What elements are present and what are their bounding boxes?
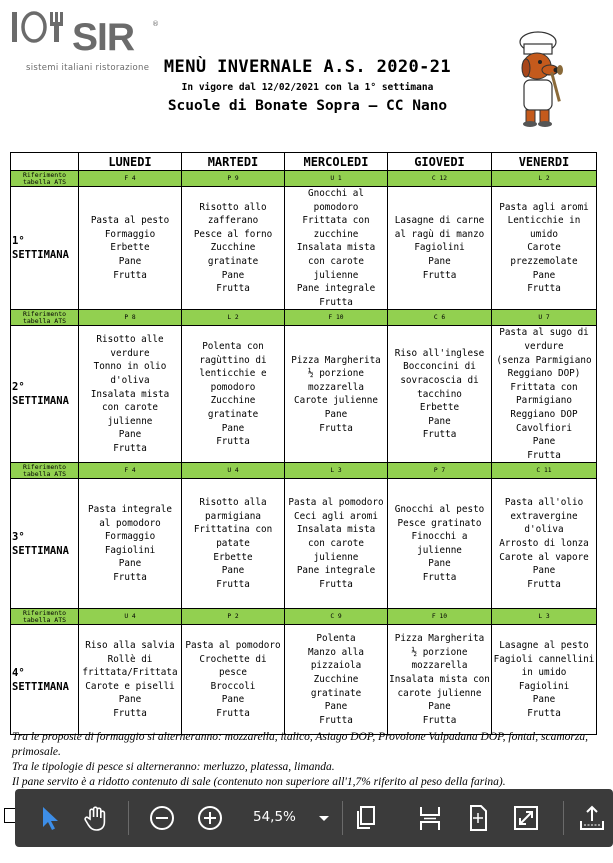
dish-item: Fagiolini [414,242,465,254]
dish-item: Riso all'inglese [394,347,485,359]
day-menu-cell [388,326,492,463]
ats-code: U 4 [79,609,182,625]
dish-item: Frittata con zucchine [302,215,370,240]
footer-bread-note: Il pane servito è a ridotto contenuto di sale (contenuto non superiore all'1,7% riferito al peso della farina). [12,776,506,788]
toolbar-separator [342,801,343,835]
dish-item: Formaggio [104,531,156,543]
menu-table [10,152,597,735]
day-menu-cell [492,326,597,463]
day-header: MARTEDI [182,153,285,171]
ats-code: P 8 [79,310,182,326]
dish-item: Risotto alla parmigiana [199,497,267,522]
dish-item: Frutta [319,578,353,590]
ats-code: P 7 [388,463,492,479]
ats-code: P 9 [182,171,285,187]
dish-item: Frutta [527,449,561,461]
day-header: MERCOLEDI [285,153,388,171]
ats-code: F 4 [79,171,182,187]
dish-item: Pesce al forno [193,228,273,240]
dish-item: Bocconcini di sovracoscia di tacchino [400,361,479,400]
toolbar-separator [128,801,129,835]
dish-item: Insalata mista con carote julienne [296,242,376,281]
ats-code: C 11 [492,463,597,479]
dish-item: Risotto allo zafferano [199,201,267,227]
day-menu-cell [285,326,388,463]
dish-item: Pasta agli aromi [499,201,589,213]
ats-reference-label: Riferimento tabella ATS [11,171,79,187]
ats-reference-label: Riferimento tabella ATS [11,609,79,625]
dish-item: Zucchine gratinate [310,674,362,699]
dish-item: Insalata mista con carote julienne [296,524,376,563]
week-label: 3° SETTIMANA [11,479,79,609]
dish-item: Pane integrale [296,283,376,295]
footer-cheese-note: Tra le proposte di formaggio si alterneranno: mozzarella, italico, Asiago DOP, Provolone Valpadana DOP, fontal, scamorza, primosale. [12,731,588,758]
day-menu-cell [79,326,182,463]
dish-item: Finocchi a julienne [411,531,468,556]
footer-notes [12,730,607,790]
ats-code: F 10 [285,310,388,326]
chef-dog-icon [510,30,570,130]
dish-item: Pasta al pomodoro [185,640,281,652]
day-menu-cell [388,625,492,735]
ats-code: U 7 [492,310,597,326]
week-dishes-row [11,187,597,310]
day-menu-cell [285,479,388,609]
dish-item: Frutta [527,708,561,720]
day-menu-cell [388,187,492,310]
day-menu-cell [492,479,597,609]
ats-code: L 2 [492,171,597,187]
dish-item: Erbette [419,402,460,414]
dish-item: ½ porzione mozzarella [411,646,468,672]
dish-item: Frutta [422,429,457,441]
logo-tagline: sistemi italiani ristorazione [26,63,150,73]
page-title: MENÙ INVERNALE A.S. 2020-21 [163,57,452,77]
dish-item: Fagioli cannellini in umido [493,653,595,679]
dish-item: Frutta [422,572,457,584]
dish-item: Pasta al sugo di verdure [499,327,589,352]
school-name: Scuole di Bonate Sopra – CC Nano [167,98,448,114]
share-export-icon[interactable] [577,803,607,833]
dish-item: Frutta [216,578,250,590]
ats-code: U 1 [285,171,388,187]
day-header-row [11,153,597,171]
dish-item: Erbette [110,242,150,254]
day-menu-cell [285,187,388,310]
dish-item: Cavolfiori [516,422,572,434]
dish-item: Frutta [422,269,457,281]
dish-item: Lasagne di carne al ragù di manzo [394,215,485,240]
corner-cell [11,153,79,171]
ats-code: C 9 [285,609,388,625]
week-label: 4° SETTIMANA [11,625,79,735]
dish-item: Pasta al pomodoro [288,497,384,509]
week-dishes-row [11,479,597,609]
dish-item: Pane [532,565,556,577]
ats-code: C 12 [388,171,492,187]
dish-item: Pizza Margherita [394,633,485,645]
day-menu-cell [79,479,182,609]
day-menu-cell [182,479,285,609]
dish-item: Frutta [319,296,353,308]
ats-code: C 6 [388,310,492,326]
dish-item: ½ porzione mozzarella [308,368,364,393]
day-menu-cell [492,187,597,310]
fit-width-icon[interactable] [415,803,445,833]
dish-item: Frutta [113,572,147,584]
ats-code: L 3 [285,463,388,479]
dish-item: Pane [532,269,556,281]
dish-item: Carote prezzemolate [510,242,578,267]
dish-item: Pane [118,694,142,706]
dish-item: Frutta [527,283,561,295]
dish-item: Frutta [113,442,147,454]
dish-item: Formaggio [104,228,156,240]
dish-item: Zucchine gratinate [207,395,259,420]
dish-item: Fagiolini [104,544,156,556]
dish-item: Pasta all'olio extravergine d'oliva [504,497,584,536]
dish-item: Pane integrale [296,565,376,577]
sir-logo [12,10,159,73]
dish-item: Polenta con ragùttino di lenticchie e pomodoro [199,340,267,393]
dish-item: Pane [221,694,245,706]
dish-item: Carote julienne [294,395,378,407]
dish-item: Lenticchie in umido [507,215,581,240]
dish-item: Gnocchi al pomodoro [308,188,364,213]
ats-reference-row [11,171,597,187]
dish-item: Carote e piselli [85,680,175,692]
week-dishes-row [11,625,597,735]
dish-item: Frutta [319,422,353,434]
day-menu-cell [79,625,182,735]
dish-item: Lasagne al pesto [499,640,589,652]
dish-item: Pane [428,415,451,427]
dish-item: Pasta integrale al pomodoro [88,504,172,529]
dish-item: Pane [221,565,245,577]
zoom-level[interactable]: 54,5% [253,809,296,825]
toolbar-separator [563,801,564,835]
dish-item: Frittatina con patate [193,524,273,550]
viewer-toolbar [15,789,613,847]
week-label: 1° SETTIMANA [11,187,79,310]
dish-item: Pane [532,436,556,448]
dish-item: Frutta [113,708,147,720]
dish-item: Pane [118,558,142,570]
dish-item: Riso alla salvia [85,640,175,652]
dish-item: Pane [428,701,451,713]
dish-item: Gnocchi al pesto [394,504,485,516]
page-view-icon[interactable] [351,803,381,833]
dish-item: Ceci agli aromi [294,510,378,522]
dish-item: Insalata mista con carote julienne [389,674,490,699]
dish-item: Crochette di pesce [199,653,267,679]
dish-item: Pane [324,701,348,713]
page-subtitle: In vigore dal 12/02/2021 con la 1° settimana [181,82,434,93]
dish-item: Frutta [113,269,147,281]
dish-item: Insalata mista con carote julienne [90,388,170,427]
dish-item: Pane [118,429,142,441]
dish-item: Pane [118,255,142,267]
dish-item: Manzo alla pizzaiola [308,646,364,672]
dish-item: Arrosto di lonza [499,538,589,550]
ats-code: L 3 [492,609,597,625]
zoom-out-icon[interactable] [147,803,177,833]
cutlery-icon [12,10,72,50]
day-menu-cell [388,479,492,609]
dish-item: Pesce gratinato [397,517,482,529]
dish-item: Zucchine gratinate [207,242,259,267]
select-pointer-icon[interactable] [35,803,65,833]
dish-item: Pane [221,269,245,281]
weeks-body [11,171,597,735]
dish-item: Frutta [527,578,561,590]
dish-item: Frittata con Parmigiano Reggiano DOP [510,381,578,420]
day-header: VENERDI [492,153,597,171]
ats-reference-row [11,609,597,625]
day-menu-cell [79,187,182,310]
zoom-in-icon[interactable] [195,803,225,833]
day-header: LUNEDI [79,153,182,171]
day-menu-cell [285,625,388,735]
dish-item: Pasta al pesto [90,215,170,227]
day-menu-cell [182,187,285,310]
ats-reference-label: Riferimento tabella ATS [11,310,79,326]
dish-item: Pizza Margherita [291,354,381,366]
dish-item: Pane [532,694,556,706]
ats-reference-row [11,463,597,479]
day-menu-cell [182,625,285,735]
dish-item: Frutta [422,714,457,726]
day-header: GIOVEDI [388,153,492,171]
dish-item: Frutta [216,283,250,295]
dish-item: Polenta [316,633,356,645]
week-dishes-row [11,326,597,463]
dish-item: Risotto alle verdure [96,334,164,359]
dish-item: (senza Parmigiano Reggiano DOP) [496,354,592,380]
logo-registered: ® [152,20,159,28]
menu-header [0,0,613,145]
dish-item: Tonno in olio d'oliva [93,361,167,386]
dish-item: Erbette [213,551,253,563]
ats-code: U 4 [182,463,285,479]
dish-item: Pane [428,558,451,570]
day-menu-cell [182,326,285,463]
ats-code: P 2 [182,609,285,625]
ats-code: L 2 [182,310,285,326]
week-label: 2° SETTIMANA [11,326,79,463]
fit-page-icon[interactable] [463,803,493,833]
hand-tool-icon[interactable] [81,803,111,833]
footer-fish-note: Tra le tipologie di pesce si alterneranno: merluzzo, platessa, limanda. [12,761,335,773]
ats-code: F 4 [79,463,182,479]
dish-item: Frutta [216,436,250,448]
ats-code: F 10 [388,609,492,625]
dish-item: Pane [428,255,451,267]
dish-item: Pane [221,422,245,434]
dish-item: Carote al vapore [499,551,589,563]
fullscreen-icon[interactable] [511,803,541,833]
dish-item: Frutta [319,714,353,726]
ats-reference-label: Riferimento tabella ATS [11,463,79,479]
day-menu-cell [492,625,597,735]
logo-brand: SIR [72,16,135,59]
dish-item: Frutta [216,708,250,720]
dish-item: Broccoli [210,680,256,692]
chevron-down-icon[interactable] [309,803,339,833]
dish-item: Fagiolini [518,680,570,692]
dish-item: Rollè di frittata/Frittata [82,653,178,679]
dish-item: Pane [324,408,348,420]
ats-reference-row [11,310,597,326]
